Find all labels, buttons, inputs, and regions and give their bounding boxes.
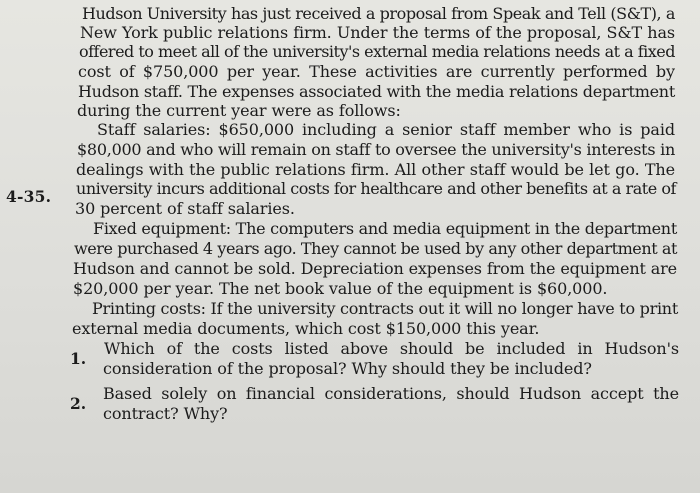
text-line: Based solely on financial considerations, should Hudson accept the xyxy=(103,384,679,403)
text-line: were purchased 4 years ago. They cannot be used by any other department at xyxy=(74,239,677,258)
text-line: offered to meet all of the university's external media relations needs at a fixed xyxy=(79,42,675,61)
text-line: $80,000 and who will remain on staff to oversee the university's interests in xyxy=(77,140,675,159)
text-line: Hudson staff. The expenses associated with the media relations department xyxy=(78,82,675,101)
text-line: New York public relations firm. Under the terms of the proposal, S&T has xyxy=(80,23,675,42)
text-line: $20,000 per year. The net book value of the equipment is $60,000. xyxy=(73,279,608,298)
problem-number: 4-35. xyxy=(6,187,52,206)
text-line: Printing costs: If the university contracts out it will no longer have to print xyxy=(92,299,678,318)
text-line: Fixed equipment: The computers and media equipment in the department xyxy=(93,219,677,238)
text-line: during the current year were as follows: xyxy=(77,101,401,120)
text-line: university incurs additional costs for healthcare and other benefits at a rate of xyxy=(76,179,676,198)
text-line: consideration of the proposal? Why should they be included? xyxy=(103,359,592,378)
text-line: 30 percent of staff salaries. xyxy=(75,199,295,218)
question-1-number: 1. xyxy=(70,349,87,368)
text-line: Hudson University has just received a proposal from Speak and Tell (S&T), a xyxy=(82,4,675,23)
text-line: Staff salaries: $650,000 including a senior staff member who is paid xyxy=(97,120,675,139)
text-line: Which of the costs listed above should be included in Hudson's xyxy=(104,339,679,358)
question-2-number: 2. xyxy=(70,394,87,413)
text-line: contract? Why? xyxy=(103,404,228,423)
text-line: cost of $750,000 per year. These activities are currently performed by xyxy=(78,62,675,81)
text-line: dealings with the public relations firm. All other staff would be let go. The xyxy=(76,160,675,179)
text-line: Hudson and cannot be sold. Depreciation expenses from the equipment are xyxy=(73,259,677,278)
text-line: external media documents, which cost $150,000 this year. xyxy=(72,319,540,338)
